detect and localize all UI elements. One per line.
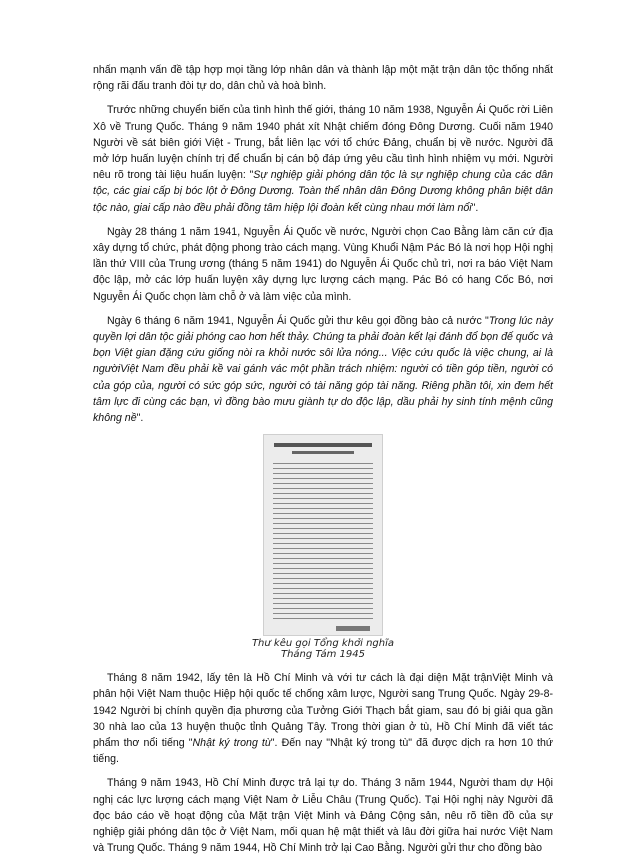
paragraph-1-quote: Sự nghiệp giải phóng dân tộc là sự nghiệp chung của các dân tộc, các giai cấp bị bóc lột ở Đông Dương. Toàn thể nhân dân Đông Dương không phân biệt dân tộc nào, giai cấp nào đều phải đồng tâm hiệp lội đoàn kết cùng nhau mới làm nổi — [93, 169, 554, 214]
appeal-letter-photo — [263, 434, 383, 636]
letter-signature-mark — [336, 626, 370, 631]
figure-caption — [252, 638, 394, 660]
paragraph-2-text: Ngày 28 tháng 1 năm 1941, Nguyễn Ái Quốc về nước, Người chọn Cao Bằng làm căn cứ địa xây dựng tổ chức, phát động phong trào cách mạng. Vùng Khuổi Nậm Pác Bó là nơi họp Hội nghị lần thứ VIII của Trung ương (tháng 5 năm 1941) do Nguyễn Ái Quốc chủ trì, nơi ra báo Việt Nam độc lập, mở các lớp huấn luyện xây dựng lực lượng cách mạng. Pác Bó có hang Cốc Bó, nơi Nguyễn Ái Quốc chọn làm chỗ ở và làm việc của mình. — [93, 225, 553, 303]
document-page — [93, 62, 553, 865]
paragraph-4-end: ". Đến nay "Nhật ký trong tù" đã được dịch ra hơn 10 thứ tiếng. — [93, 737, 553, 766]
paragraph-4-title: Nhật ký trong tù — [192, 737, 271, 750]
paragraph-2 — [93, 224, 553, 305]
figure-appeal-letter — [93, 434, 553, 660]
paragraph-1-end: ". — [471, 201, 479, 214]
paragraph-0-text: nhấn mạnh vấn đề tập hợp mọi tầng lớp nhân dân và thành lập một mặt trận dân tộc thống nhất rộng rãi đấu tranh đòi tự do, dân chủ và hoà bình. — [93, 64, 553, 93]
letter-text-lines — [273, 463, 373, 621]
figure-caption-line-1: Thư kêu gọi Tổng khởi nghĩa — [251, 638, 395, 650]
paragraph-4 — [93, 670, 553, 767]
paragraph-0 — [93, 62, 553, 94]
letter-subheading-mark — [292, 451, 354, 454]
paragraph-3 — [93, 313, 553, 426]
letter-heading-mark — [274, 443, 372, 447]
paragraph-3-text: Ngày 6 tháng 6 năm 1941, Nguyễn Ái Quốc gửi thư kêu gọi đồng bào cả nước " — [107, 314, 489, 327]
paragraph-3-quote: Trong lúc này quyền lợi dân tộc giải phóng cao hơn hết thảy. Chúng ta phải đoàn kết lại đánh đổ bọn đế quốc và bọn Việt gian đặng cứu giống nòi ra khỏi nước sôi lửa nóng... Việc cứu quốc là việc chung, ai là ngườiViệt Nam đều phải kề vai gánh vác một phần trách nhiệm: người có tiền góp tiền, người có của góp của, người có sức góp sức, người có tài năng góp tài năng. Riêng phần tôi, xin đem hết tâm lực đi cùng các bạn, vì đồng bào mưu giành tự do độc lập, dầu phải hy sinh tính mệnh cũng không nề — [93, 314, 553, 425]
paragraph-5-text: Tháng 9 năm 1943, Hồ Chí Minh được trả lại tự do. Tháng 3 năm 1944, Người tham dự Hội nghị các lực lượng cách mạng Việt Nam ở Liễu Châu (Trung Quốc). Tại Hội nghị này Người đã đọc báo cáo về hoạt động của Mặt trận Việt Minh và Đảng Cộng sản, nêu rõ tiền đồ của sự nghiệp giải phóng dân tộc ở Việt Nam, mối quan hệ mật thiết và lâu đời giữa hai nước Việt Nam và Trung Quốc. Tháng 9 năm 1944, Hồ Chí Minh trở lại Cao Bằng. Người gửi thư cho đồng bào — [93, 777, 553, 855]
paragraph-3-end: ". — [136, 412, 144, 425]
paragraph-1-text: Trước những chuyển biến của tình hình thế giới, tháng 10 năm 1938, Nguyễn Ái Quốc rời Liên Xô về Trung Quốc. Tháng 9 năm 1940 phát xít Nhật chiếm đóng Đông Dương. Cuối năm 1940 Người về sát biên giới Việt - Trung, bắt liên lạc với tổ chức Đảng, chuẩn bị về nước. Người đã mở lớp huấn luyện chính trị để chuẩn bị cán bộ đáp ứng yêu cầu tình hình nhiệm vụ mới. Người nêu rõ trong tài liệu huấn luyện: " — [93, 104, 553, 182]
paragraph-1 — [93, 102, 553, 215]
paragraph-5 — [93, 775, 553, 856]
paragraph-4-text: Tháng 8 năm 1942, lấy tên là Hồ Chí Minh và với tư cách là đại diện Mặt trậnViệt Minh và phân hội Việt Nam thuộc Hiệp hội quốc tế chống xâm lược, Người sang Trung Quốc. Ngày 29-8-1942 Người bị chính quyền địa phương của Tưởng Giới Thạch bắt giam, sau đó bị giải qua gần 30 nhà lao của 13 huyện thuộc tỉnh Quảng Tây. Trong thời gian ở tù, Hồ Chí Minh đã viết tác phẩm thơ nổi tiếng " — [93, 672, 553, 750]
figure-caption-line-2: Tháng Tám 1945 — [280, 649, 365, 661]
